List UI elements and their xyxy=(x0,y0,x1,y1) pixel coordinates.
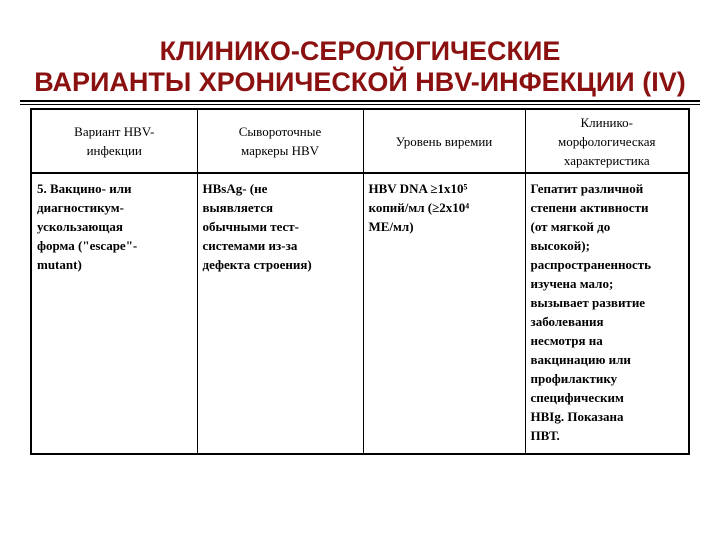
cell-clinical-characteristic: Гепатит различной степени активности (от мягкой до высокой); распространенность изучена мало; вызывает развитие заболевания несмотря на вакцинацию или профилактику специфическим HBIg. Показана ПВТ. xyxy=(525,173,689,454)
slide-title xyxy=(0,36,720,98)
table-row xyxy=(31,173,689,454)
header-viremia-level: Уровень виремии xyxy=(363,109,525,173)
slide-title-line-1: КЛИНИКО-СЕРОЛОГИЧЕСКИЕ xyxy=(159,36,561,66)
title-divider-thin xyxy=(20,104,700,105)
header-clinical-characteristic: Клинико- морфологическая характеристика xyxy=(525,109,689,173)
table-header-row xyxy=(31,109,689,173)
cell-serum-markers: HBsAg- (не выявляется обычными тест- системами из-за дефекта строения) xyxy=(197,173,363,454)
slide-title-line-2: ВАРИАНТЫ ХРОНИЧЕСКОЙ HBV-ИНФЕКЦИИ (IV) xyxy=(34,67,686,97)
cell-variant: 5. Вакцино- или диагностикум- ускользающая форма ("escape"- mutant) xyxy=(31,173,197,454)
cell-viremia-level: HBV DNA ≥1x10⁵ копий/мл (≥2x10⁴ МЕ/мл) xyxy=(363,173,525,454)
title-divider xyxy=(20,100,700,102)
hbv-variants-table xyxy=(30,108,690,455)
header-variant: Вариант HBV- инфекции xyxy=(31,109,197,173)
header-serum-markers: Сывороточные маркеры HBV xyxy=(197,109,363,173)
